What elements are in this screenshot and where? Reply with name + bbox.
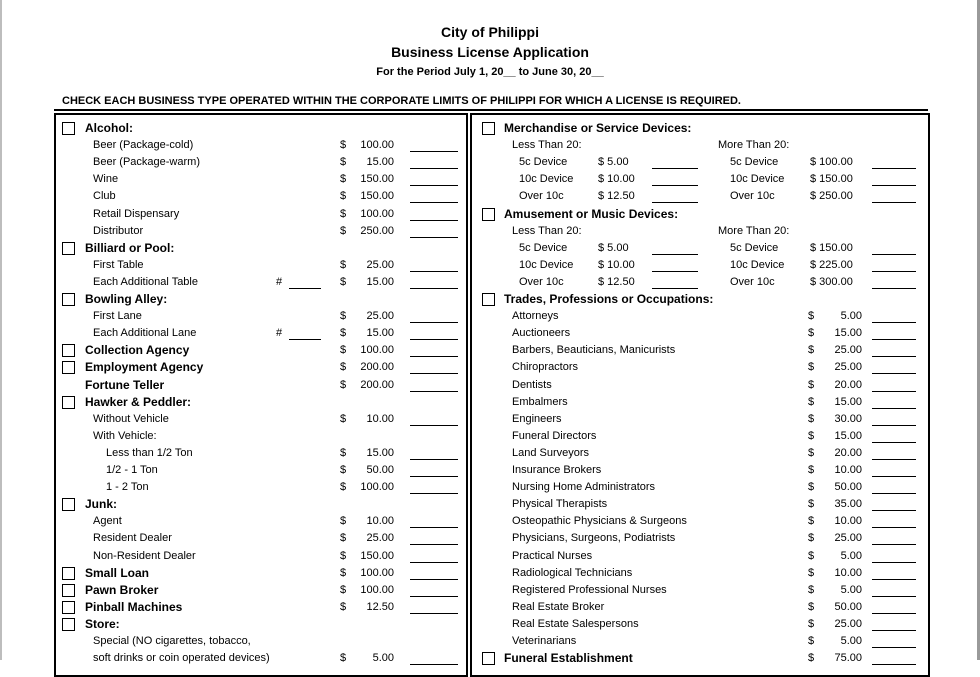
right-amount-blank[interactable] (872, 647, 916, 648)
left-dollar-sign: $ (340, 412, 347, 425)
right-row (0, 308, 980, 324)
left-dollar-sign: $ (340, 190, 347, 203)
right-row (0, 428, 980, 444)
right-dollar-sign: $ (808, 395, 815, 408)
left-fee-amount: 25.00 (366, 258, 394, 271)
left-dollar-sign: $ (340, 378, 347, 391)
right-dollar-sign: $ (808, 361, 815, 374)
left-dollar-sign: $ (340, 156, 347, 169)
left-fee-label: Resident Dealer (93, 532, 172, 545)
right-fee-label: Chiropractors (512, 361, 579, 374)
left-dollar-sign: $ (340, 652, 347, 665)
right-amount-blank[interactable] (872, 459, 916, 460)
left-dollar-sign: $ (340, 446, 347, 459)
right-fee-label: Engineers (512, 412, 562, 425)
right-dollar-sign: $ (808, 481, 815, 494)
right-fee-amount: 10.00 (834, 464, 862, 476)
left-dollar-sign: $ (340, 344, 347, 357)
right-fee-amount: 50.00 (834, 600, 862, 613)
left-dollar-sign: $ (340, 310, 347, 323)
left-dollar-sign: $ (340, 600, 347, 613)
left-fee-label: Each Additional Table (93, 275, 198, 288)
right-amount-blank[interactable] (872, 544, 916, 545)
right-dollar-sign: $ (808, 446, 815, 459)
right-amount-blank[interactable] (872, 664, 916, 665)
right-dollar-sign: $ (808, 464, 815, 476)
left-fee-amount: 250.00 (360, 224, 394, 237)
left-sub-label: With Vehicle: (93, 429, 157, 442)
right-device-blank[interactable] (872, 288, 916, 289)
right-amount-blank[interactable] (872, 373, 916, 374)
right-fee-amount: 15.00 (834, 327, 862, 340)
right-row (0, 411, 980, 427)
left-category-label: Store: (85, 616, 120, 631)
left-fee-label: Retail Dispensary (93, 207, 180, 220)
left-dollar-sign: $ (340, 361, 347, 374)
right-more-than-label: More Than 20: (718, 139, 790, 152)
right-dollar-sign: $ (808, 310, 815, 323)
right-row (0, 462, 980, 478)
right-fee-amount: 5.00 (840, 583, 862, 596)
right-fee-label: Dentists (512, 378, 552, 391)
right-fee-label: Insurance Brokers (512, 464, 602, 476)
left-dollar-sign: $ (340, 275, 347, 288)
right-dollar-sign: $ (808, 498, 815, 511)
left-category-label: Pawn Broker (85, 582, 159, 597)
right-fee-label: Registered Professional Nurses (512, 583, 667, 596)
right-device-price: $ 10.00 (598, 173, 635, 186)
right-dollar-sign: $ (808, 583, 815, 596)
right-row (0, 548, 980, 564)
right-fee-amount: 35.00 (834, 498, 862, 511)
right-fee-amount: 20.00 (834, 446, 862, 459)
right-fee-amount: 25.00 (834, 361, 862, 374)
left-fee-label: Beer (Package-cold) (93, 139, 194, 152)
right-device-blank[interactable] (652, 288, 698, 289)
right-device-blank[interactable] (872, 168, 916, 169)
left-fee-label: First Lane (93, 310, 142, 323)
right-fee-amount: 20.00 (834, 378, 862, 391)
left-fee-label: Club (93, 190, 116, 203)
right-fee-amount: 5.00 (840, 549, 862, 562)
left-dollar-sign: $ (340, 258, 347, 271)
right-fee-label: Land Surveyors (512, 446, 590, 459)
right-row (0, 137, 980, 153)
right-dollar-sign: $ (808, 412, 815, 425)
right-device-blank[interactable] (652, 168, 698, 169)
right-row (0, 291, 980, 307)
right-row (0, 154, 980, 170)
left-sub-label: Special (NO cigarettes, tobacco, (93, 635, 251, 647)
left-fee-label: Less than 1/2 Ton (106, 446, 193, 459)
right-device-label: Over 10c (519, 275, 564, 288)
right-dollar-sign: $ (808, 429, 815, 442)
instructions: CHECK EACH BUSINESS TYPE OPERATED WITHIN THE CORPORATE LIMITS OF PHILIPPI FOR WHICH A LICENSE IS REQUIRED. (62, 95, 741, 107)
right-row (0, 565, 980, 581)
right-device-blank[interactable] (652, 185, 698, 186)
left-fee-label: 1/2 - 1 Ton (106, 464, 158, 476)
right-row (0, 257, 980, 273)
right-row (0, 274, 980, 290)
right-device-label: 10c Device (519, 258, 574, 271)
right-amount-blank[interactable] (872, 322, 916, 323)
license-period: For the Period July 1, 20__ to June 30, 20__ (376, 66, 604, 78)
left-category-label: Bowling Alley: (85, 292, 168, 306)
left-fee-amount: 25.00 (366, 532, 394, 545)
right-device-blank[interactable] (872, 202, 916, 203)
left-category-label: Hawker & Peddler: (85, 394, 192, 409)
right-dollar-sign: $ (808, 600, 815, 613)
left-fee-amount: 100.00 (360, 566, 394, 579)
right-category-label: Amusement or Music Devices: (504, 206, 679, 221)
left-dollar-sign: $ (340, 327, 347, 340)
right-fee-amount: 25.00 (834, 344, 862, 357)
right-row (0, 171, 980, 187)
left-fee-amount: 10.00 (366, 412, 394, 425)
right-fee-amount: 25.00 (834, 532, 862, 545)
right-category-label: Trades, Professions or Occupations: (504, 292, 714, 306)
right-device-label: Over 10c (730, 190, 775, 203)
right-row (0, 359, 980, 375)
right-dollar-sign: $ (808, 378, 815, 391)
right-amount-blank[interactable] (872, 356, 916, 357)
left-fee-amount: 200.00 (360, 378, 394, 391)
left-fee-amount: 100.00 (360, 481, 394, 494)
right-device-price: $ 225.00 (810, 258, 853, 271)
left-fee-amount: 12.50 (366, 600, 394, 613)
left-category-label: Fortune Teller (85, 377, 165, 392)
right-device-price: $ 10.00 (598, 258, 635, 271)
right-less-than-label: Less Than 20: (512, 139, 582, 152)
right-fee-label: Embalmers (512, 395, 568, 408)
left-fee-amount: 150.00 (360, 549, 394, 562)
right-row (0, 599, 980, 615)
right-amount-blank[interactable] (872, 579, 916, 580)
right-fee-label: Real Estate Salespersons (512, 617, 639, 630)
left-category-label: Small Loan (85, 565, 150, 580)
right-device-label: 5c Device (519, 156, 568, 169)
right-category-label: Funeral Establishment (504, 651, 633, 666)
right-row (0, 445, 980, 461)
right-amount-blank[interactable] (872, 476, 916, 477)
right-dollar-sign: $ (808, 532, 815, 545)
right-row (0, 120, 980, 136)
right-fee-amount: 25.00 (834, 617, 862, 630)
right-fee-label: Radiological Technicians (512, 566, 633, 579)
left-dollar-sign: $ (340, 583, 347, 596)
right-row (0, 325, 980, 341)
right-dollar-sign: $ (808, 617, 815, 630)
left-fee-label: Without Vehicle (93, 412, 169, 425)
right-device-label: 5c Device (730, 241, 779, 254)
right-dollar-sign: $ (808, 652, 815, 665)
right-dollar-sign: $ (808, 566, 815, 579)
right-fee-label: Osteopathic Physicians & Surgeons (512, 515, 687, 528)
right-less-than-label: Less Than 20: (512, 224, 582, 237)
right-device-blank[interactable] (652, 271, 698, 272)
right-dollar-sign: $ (808, 344, 815, 357)
right-device-blank[interactable] (652, 254, 698, 255)
right-fee-amount: 75.00 (834, 652, 862, 665)
form-title: Business License Application (391, 44, 589, 60)
right-checkbox[interactable] (482, 293, 495, 306)
right-amount-blank[interactable] (872, 339, 916, 340)
right-device-price: $ 5.00 (598, 241, 629, 254)
right-fee-label: Nursing Home Administrators (512, 481, 656, 494)
left-fee-amount: 15.00 (366, 156, 394, 169)
left-dollar-sign: $ (340, 173, 347, 186)
left-dollar-sign: $ (340, 481, 347, 494)
left-category-label: Alcohol: (85, 121, 133, 135)
left-fee-amount: 200.00 (360, 361, 394, 374)
left-dollar-sign: $ (340, 532, 347, 545)
right-device-label: 10c Device (730, 258, 785, 271)
right-row (0, 513, 980, 529)
left-fee-amount: 100.00 (360, 583, 394, 596)
right-category-label: Merchandise or Service Devices: (504, 121, 692, 135)
right-fee-label: Physicians, Surgeons, Podiatrists (512, 532, 676, 545)
right-device-price: $ 100.00 (810, 156, 853, 169)
right-fee-label: Barbers, Beauticians, Manicurists (512, 344, 676, 357)
right-device-label: 10c Device (519, 173, 574, 186)
right-fee-label: Auctioneers (512, 327, 571, 340)
right-row (0, 582, 980, 598)
right-fee-amount: 50.00 (834, 481, 862, 494)
left-fee-label: First Table (93, 258, 144, 271)
left-fee-label: soft drinks or coin operated devices) (93, 652, 270, 665)
left-category-label: Employment Agency (85, 360, 204, 375)
right-row (0, 479, 980, 495)
left-fee-amount: 15.00 (366, 275, 394, 288)
right-fee-label: Real Estate Broker (512, 600, 605, 613)
right-fee-label: Practical Nurses (512, 549, 593, 562)
right-amount-blank[interactable] (872, 425, 916, 426)
left-category-label: Collection Agency (85, 343, 190, 358)
left-fee-label: Distributor (93, 224, 144, 237)
right-row (0, 342, 980, 358)
left-fee-label: Wine (93, 173, 119, 186)
right-device-label: 5c Device (730, 156, 779, 169)
right-amount-blank[interactable] (872, 596, 916, 597)
left-fee-amount: 15.00 (366, 327, 394, 340)
left-fee-amount: 150.00 (360, 173, 394, 186)
left-dollar-sign: $ (340, 566, 347, 579)
right-amount-blank[interactable] (872, 562, 916, 563)
right-amount-blank[interactable] (872, 442, 916, 443)
right-amount-blank[interactable] (872, 630, 916, 631)
right-device-price: $ 5.00 (598, 156, 629, 169)
right-dollar-sign: $ (808, 549, 815, 562)
left-count-hash: # (276, 327, 283, 340)
right-fee-amount: 30.00 (834, 412, 862, 425)
right-fee-amount: 5.00 (840, 635, 862, 647)
right-amount-blank[interactable] (872, 391, 916, 392)
right-checkbox[interactable] (482, 122, 495, 135)
right-row (0, 206, 980, 222)
left-dollar-sign: $ (340, 549, 347, 562)
right-dollar-sign: $ (808, 327, 815, 340)
left-fee-amount: 100.00 (360, 207, 394, 220)
right-device-price: $ 12.50 (598, 190, 635, 203)
left-fee-label: Agent (93, 515, 122, 528)
right-row (0, 394, 980, 410)
left-category-label: Junk: (85, 497, 118, 512)
right-fee-amount: 15.00 (834, 429, 862, 442)
right-dollar-sign: $ (808, 635, 815, 647)
right-row (0, 223, 980, 239)
right-more-than-label: More Than 20: (718, 224, 790, 237)
right-amount-blank[interactable] (872, 510, 916, 511)
left-dollar-sign: $ (340, 207, 347, 220)
left-fee-label: 1 - 2 Ton (106, 481, 149, 494)
left-fee-amount: 15.00 (366, 446, 394, 459)
left-fee-amount: 50.00 (366, 464, 394, 476)
city-name: City of Philippi (441, 24, 539, 40)
left-dollar-sign: $ (340, 515, 347, 528)
left-fee-label: Beer (Package-warm) (93, 156, 200, 169)
left-fee-amount: 150.00 (360, 190, 394, 203)
right-fee-amount: 15.00 (834, 395, 862, 408)
right-row (0, 377, 980, 393)
right-amount-blank[interactable] (872, 493, 916, 494)
right-checkbox[interactable] (482, 652, 495, 665)
right-device-price: $ 150.00 (810, 241, 853, 254)
right-fee-amount: 10.00 (834, 515, 862, 528)
right-row (0, 530, 980, 546)
right-device-price: $ 150.00 (810, 173, 853, 186)
right-device-blank[interactable] (652, 202, 698, 203)
right-row (0, 633, 980, 649)
right-fee-amount: 5.00 (840, 310, 862, 323)
left-fee-amount: 10.00 (366, 515, 394, 528)
left-fee-amount: 100.00 (360, 139, 394, 152)
right-row (0, 188, 980, 204)
right-row (0, 650, 980, 666)
right-amount-blank[interactable] (872, 613, 916, 614)
right-device-blank[interactable] (872, 271, 916, 272)
left-dollar-sign: $ (340, 464, 347, 476)
left-count-hash: # (276, 275, 283, 288)
right-device-label: Over 10c (730, 275, 775, 288)
right-device-label: Over 10c (519, 190, 564, 203)
right-device-price: $ 250.00 (810, 190, 853, 203)
right-fee-amount: 10.00 (834, 566, 862, 579)
right-fee-label: Veterinarians (512, 635, 577, 647)
right-device-blank[interactable] (872, 254, 916, 255)
left-category-label: Billiard or Pool: (85, 240, 175, 255)
right-device-price: $ 300.00 (810, 275, 853, 288)
right-fee-label: Attorneys (512, 310, 559, 323)
header-rule (54, 109, 928, 111)
left-fee-amount: 100.00 (360, 344, 394, 357)
left-fee-amount: 25.00 (366, 310, 394, 323)
right-dollar-sign: $ (808, 515, 815, 528)
right-checkbox[interactable] (482, 208, 495, 221)
left-fee-amount: 5.00 (372, 652, 394, 665)
right-fee-label: Funeral Directors (512, 429, 597, 442)
left-fee-label: Non-Resident Dealer (93, 549, 196, 562)
right-device-label: 10c Device (730, 173, 785, 186)
right-device-blank[interactable] (872, 185, 916, 186)
right-row (0, 616, 980, 632)
right-amount-blank[interactable] (872, 408, 916, 409)
left-category-label: Pinball Machines (85, 599, 183, 614)
left-fee-label: Each Additional Lane (93, 327, 197, 340)
left-dollar-sign: $ (340, 224, 347, 237)
right-row (0, 240, 980, 256)
right-row (0, 496, 980, 512)
right-amount-blank[interactable] (872, 527, 916, 528)
left-dollar-sign: $ (340, 139, 347, 152)
right-fee-label: Physical Therapists (512, 498, 608, 511)
right-device-price: $ 12.50 (598, 275, 635, 288)
right-device-label: 5c Device (519, 241, 568, 254)
